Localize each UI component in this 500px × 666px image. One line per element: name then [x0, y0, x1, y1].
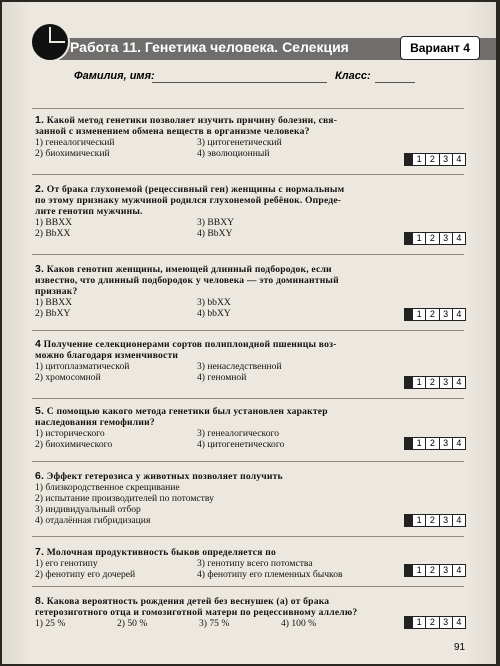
question-7: 7. Молочная продуктивность быков определяется по 1) его генотипу 3) генотипу всего потомства 2) фенотипу его дочерей 4) фенотипу его племенных бычков [35, 547, 465, 580]
divider [32, 254, 464, 255]
option[interactable]: 4) bbXY [197, 308, 231, 319]
option[interactable]: 2) биохимический [35, 148, 110, 159]
divider [32, 330, 464, 331]
option[interactable]: 2) BbXY [35, 308, 71, 319]
question-number: 2. [35, 183, 45, 195]
option[interactable]: 4) фенотипу его племенных бычков [197, 569, 343, 580]
option[interactable]: 1) его генотипу [35, 558, 98, 569]
option[interactable]: 1) BBXX [35, 297, 73, 308]
divider [32, 398, 464, 399]
option[interactable]: 3) индивидуальный отбор [35, 504, 141, 515]
option[interactable]: 3) генотипу всего потомства [197, 558, 313, 569]
option[interactable]: 1) исторического [35, 428, 105, 439]
option[interactable]: 2) биохимического [35, 439, 113, 450]
option[interactable]: 4) отдалённая гибридизация [35, 515, 151, 526]
page-number: 91 [454, 642, 466, 653]
option[interactable]: 2) 50 % [117, 618, 148, 629]
question-number: 6. [35, 470, 45, 482]
answer-box-6[interactable]: 1 2 3 4 [404, 514, 466, 527]
option[interactable]: 1) 25 % [35, 618, 66, 629]
option[interactable]: 1) цитоплазматической [35, 361, 130, 372]
option[interactable]: 4) геномной [197, 372, 247, 383]
divider [32, 461, 464, 462]
answer-box-3[interactable]: 1 2 3 4 [404, 308, 466, 321]
question-1: 1. Какой метод генетики позволяет изучить причину болезни, свя- занной с изменением обмена веществ в организме человека? 1) генеалогический 3) цитогенетический 2) биохимический 4) эволюционный [35, 115, 465, 159]
option[interactable]: 3) BBXY [197, 217, 235, 228]
option[interactable]: 1) BBXX [35, 217, 73, 228]
option[interactable]: 4) цитогенетического [197, 439, 285, 450]
name-field[interactable] [152, 82, 327, 83]
question-number: 4 [35, 338, 42, 350]
clock-icon [30, 22, 70, 62]
name-label: Фамилия, имя: [74, 70, 155, 82]
option[interactable]: 2) фенотипу его дочерей [35, 569, 136, 580]
option[interactable]: 2) BbXX [35, 228, 71, 239]
workbook-page [2, 2, 496, 664]
page-title: Работа 11. Генетика человека. Селекция [70, 39, 349, 55]
question-6: 6. Эффект гетерозиса у животных позволяет получить 1) близкородственное скрещивание 2) испытание производителей по потомству 3) индивидуальный отбор 4) отдалённая гибридизация [35, 471, 465, 526]
option[interactable]: 3) цитогенетический [197, 137, 282, 148]
divider [32, 108, 464, 109]
question-4: 4 Получение селекционерами сортов полиплоидной пшеницы воз- можно благодаря изменчивости 1) цитоплазматической 3) ненаследственной 2) хромосомной 4) геномной [35, 339, 465, 383]
class-field[interactable] [375, 82, 415, 83]
option[interactable]: 3) bbXX [197, 297, 231, 308]
question-5: 5. С помощью какого метода генетики был установлен характер наследования гемофилии? 1) исторического 3) генеалогического 2) биохимического 4) цитогенетического [35, 406, 465, 450]
question-number: 3. [35, 263, 45, 275]
question-number: 8. [35, 595, 45, 607]
option[interactable]: 3) генеалогического [197, 428, 280, 439]
question-2: 2. От брака глухонемой (рецессивный ген) женщины с нормальным по этому признаку мужчиной родился глухонемой ребёнок. Опреде- лите генотип мужчины. 1) BBXX 3) BBXY 2) BbXX 4) BbXY [35, 184, 465, 239]
class-label: Класс: [335, 70, 371, 82]
divider [32, 174, 464, 175]
divider [32, 586, 464, 587]
option[interactable]: 2) хромосомной [35, 372, 101, 383]
divider [32, 536, 464, 537]
option[interactable]: 2) испытание производителей по потомству [35, 493, 214, 504]
question-8: 8. Какова вероятность рождения детей без веснушек (а) от брака гетерозиготного отца и гомозиготной матери по рецессивному аллелю? 1) 25 % 2) 50 % 3) 75 % 4) 100 % [35, 596, 465, 629]
question-3: 3. Каков генотип женщины, имеющей длинный подбородок, если известно, что длинный подбородок у человека — это доминантный признак? 1) BBXX 3) bbXX 2) BbXY 4) bbXY [35, 264, 465, 319]
answer-box-1[interactable]: 1 2 3 4 [404, 153, 466, 166]
answer-box-8[interactable]: 1 2 3 4 [404, 616, 466, 629]
option[interactable]: 4) эволюционный [197, 148, 270, 159]
variant-badge: Вариант 4 [400, 36, 480, 60]
question-number: 1. [35, 114, 45, 126]
option[interactable]: 4) 100 % [281, 618, 317, 629]
answer-box-2[interactable]: 1 2 3 4 [404, 232, 466, 245]
question-number: 5. [35, 405, 45, 417]
option[interactable]: 3) ненаследственной [197, 361, 282, 372]
option[interactable]: 1) близкородственное скрещивание [35, 482, 180, 493]
option[interactable]: 3) 75 % [199, 618, 230, 629]
question-number: 7. [35, 546, 45, 558]
option[interactable]: 1) генеалогический [35, 137, 115, 148]
answer-box-7[interactable]: 1 2 3 4 [404, 564, 466, 577]
answer-box-5[interactable]: 1 2 3 4 [404, 437, 466, 450]
option[interactable]: 4) BbXY [197, 228, 233, 239]
answer-box-4[interactable]: 1 2 3 4 [404, 376, 466, 389]
